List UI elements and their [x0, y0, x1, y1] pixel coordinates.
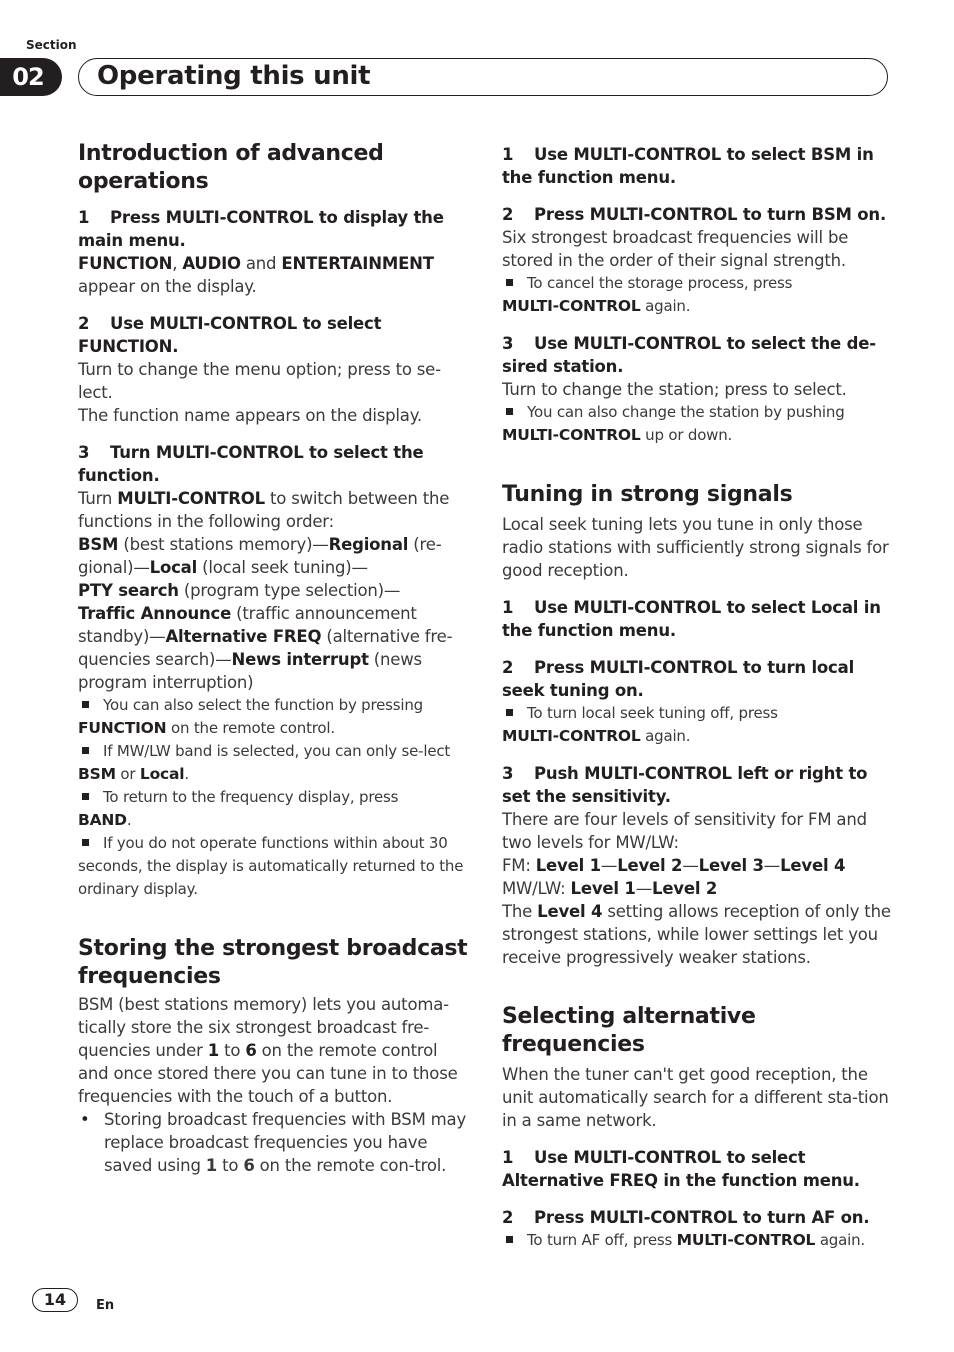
section-number-badge: 02	[0, 58, 62, 96]
bsm-step-3-body: Turn to change the station; press to select.	[502, 380, 847, 399]
note-function-remote: You can also select the function by pressing FUNCTION on the remote control.	[78, 696, 423, 737]
note-local-off: To turn local seek tuning off, press MULTI-CONTROL again.	[502, 704, 778, 745]
bsm-body: BSM (best stations memory) lets you automa-tically store the six strongest broadcast fre-quencies under 1 to 6 on the remote control and once stored there you can tune in to those frequencies with the touch of a button.	[78, 995, 458, 1106]
page-title: Operating this unit	[97, 61, 371, 91]
page-number: 14	[32, 1288, 78, 1312]
bsm-heading: Storing the strongest broadcast frequencies	[78, 936, 468, 989]
square-bullet-icon	[506, 279, 513, 286]
fm-levels: FM: Level 1—Level 2—Level 3—Level 4	[502, 856, 846, 875]
mw-lw-levels: MW/LW: Level 1—Level 2	[502, 879, 718, 898]
intro-step-1: 1 Press MULTI-CONTROL to display the main menu.	[78, 208, 444, 250]
intro-step-2: 2 Use MULTI-CONTROL to select FUNCTION.	[78, 314, 382, 356]
square-bullet-icon	[82, 839, 89, 846]
intro-step-2-body-2: The function name appears on the display.	[78, 406, 422, 425]
bsm-step-2: 2 Press MULTI-CONTROL to turn BSM on.	[502, 205, 887, 224]
tuning-step-3-body: There are four levels of sensitivity for FM and two levels for MW/LW:	[502, 810, 867, 852]
level-4-explanation: The Level 4 setting allows reception of only the strongest stations, while lower settings let you receive progressively weaker stations.	[502, 902, 891, 967]
note-timeout: If you do not operate functions within about 30 seconds, the display is automatically returned to the ordinary display.	[78, 834, 464, 898]
function-order-list: BSM (best stations memory)—Regional (re-gional)—Local (local seek tuning)— PTY search (program type selection)— Traffic Announce (traffic announcement standby)—Alternative FREQ (alternative fre-quencies search)—News interrupt (news program interruption)	[78, 535, 453, 692]
tuning-heading: Tuning in strong signals	[502, 482, 793, 507]
square-bullet-icon	[82, 701, 89, 708]
note-af-off: To turn AF off, press MULTI-CONTROL again.	[502, 1229, 894, 1252]
note-return-frequency: To return to the frequency display, press BAND.	[78, 788, 399, 829]
alt-freq-heading: Selecting alternative frequencies	[502, 1004, 756, 1057]
intro-step-2-body-1: Turn to change the menu option; press to se-lect.	[78, 360, 441, 402]
intro-step-1-body: FUNCTION, AUDIO and ENTERTAINMENT appear on the display.	[78, 254, 434, 296]
square-bullet-icon	[506, 408, 513, 415]
language-label: En	[96, 1298, 115, 1313]
note-cancel-storage: To cancel the storage process, press MULTI-CONTROL again.	[502, 274, 793, 315]
alt-step-1: 1 Use MULTI-CONTROL to select Alternative FREQ in the function menu.	[502, 1148, 860, 1190]
square-bullet-icon	[506, 709, 513, 716]
square-bullet-icon	[506, 1236, 513, 1243]
right-column	[502, 143, 894, 1252]
bsm-bullet: • Storing broadcast frequencies with BSM may replace broadcast frequencies you have saved using 1 to 6 on the remote con-trol.	[80, 1110, 467, 1175]
tuning-step-2: 2 Press MULTI-CONTROL to turn local seek tuning on.	[502, 658, 855, 700]
tuning-step-3: 3 Push MULTI-CONTROL left or right to set the sensitivity.	[502, 764, 868, 806]
note-mw-lw: If MW/LW band is selected, you can only se-lect BSM or Local.	[78, 742, 451, 783]
bsm-step-2-body: Six strongest broadcast frequencies will be stored in the order of their signal strength.	[502, 228, 849, 270]
alt-step-2: 2 Press MULTI-CONTROL to turn AF on.	[502, 1208, 870, 1227]
bsm-step-1: 1 Use MULTI-CONTROL to select BSM in the function menu.	[502, 145, 874, 187]
note-change-station: You can also change the station by pushing MULTI-CONTROL up or down.	[502, 403, 845, 444]
intro-step-3-body: Turn MULTI-CONTROL to switch between the functions in the following order:	[78, 489, 450, 531]
section-label: Section	[26, 38, 77, 52]
bullet-dot-icon: •	[80, 1110, 90, 1129]
square-bullet-icon	[82, 747, 89, 754]
alt-freq-body: When the tuner can't get good reception, the unit automatically search for a different sta-tion in a same network.	[502, 1065, 889, 1130]
page-title-bar	[78, 58, 888, 96]
tuning-step-1: 1 Use MULTI-CONTROL to select Local in the function menu.	[502, 598, 881, 640]
bsm-step-3: 3 Use MULTI-CONTROL to select the de-sired station.	[502, 334, 876, 376]
intro-step-3: 3 Turn MULTI-CONTROL to select the function.	[78, 443, 424, 485]
tuning-body: Local seek tuning lets you tune in only those radio stations with sufficiently strong signals for good reception.	[502, 515, 889, 580]
square-bullet-icon	[82, 793, 89, 800]
left-column	[78, 140, 470, 1177]
intro-heading: Introduction of advanced operations	[78, 141, 384, 194]
